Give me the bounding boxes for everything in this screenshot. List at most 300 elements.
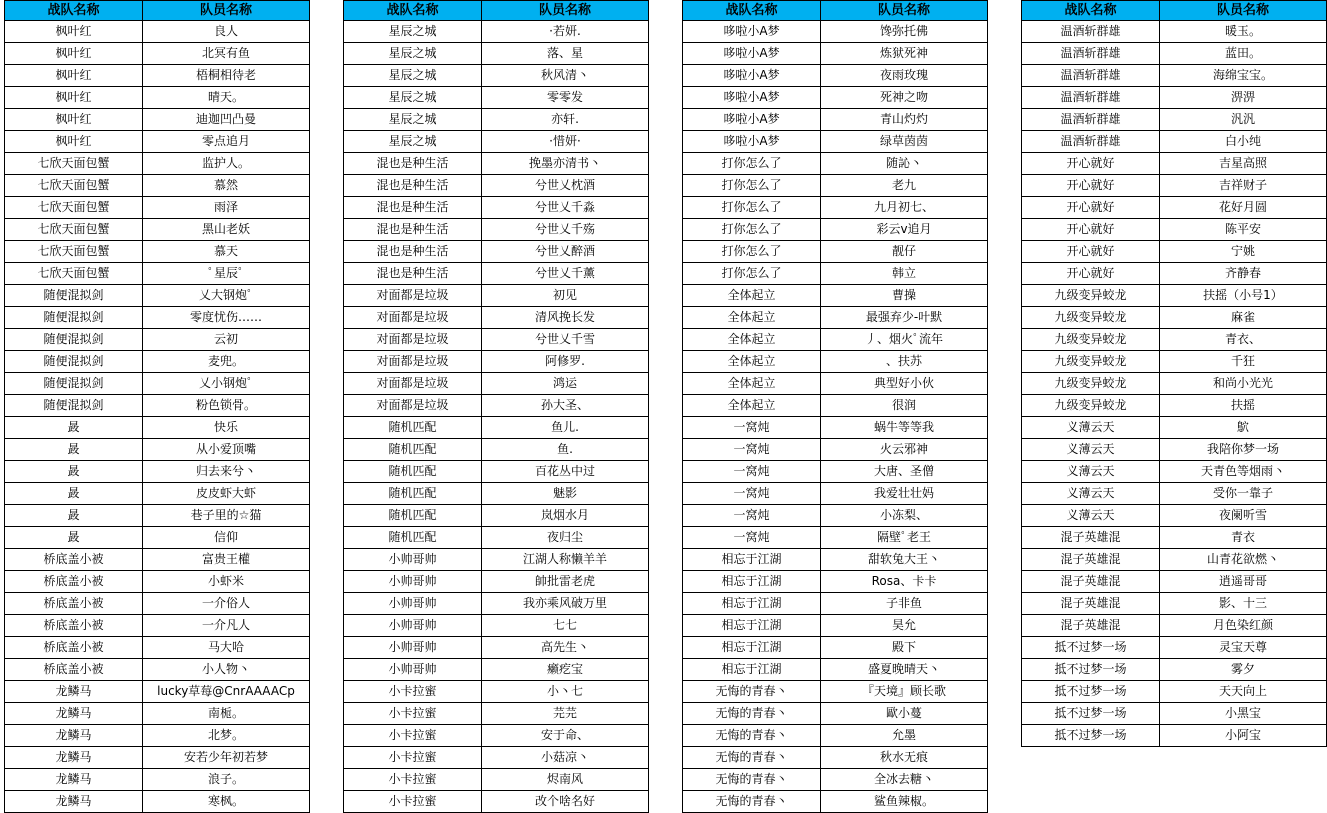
cell-team-name: 小帅哥帅 xyxy=(344,549,482,571)
cell-player-name: 北梦。 xyxy=(143,725,310,747)
table-row[interactable] xyxy=(344,791,649,813)
table-row[interactable] xyxy=(683,505,988,527)
table-row[interactable] xyxy=(1022,131,1327,153)
cell-player-name: 晴天。 xyxy=(143,87,310,109)
table-row[interactable] xyxy=(344,395,649,417)
cell-team-name: 打你怎么了 xyxy=(683,175,821,197)
cell-player-name: 清风挽长发 xyxy=(482,307,649,329)
table-row[interactable] xyxy=(683,219,988,241)
table-row[interactable] xyxy=(5,747,310,769)
table-row[interactable] xyxy=(5,241,310,263)
table-row[interactable] xyxy=(344,263,649,285)
table-row[interactable] xyxy=(683,593,988,615)
cell-player-name: 兮世乂千雪 xyxy=(482,329,649,351)
cell-team-name: 混子英雄混 xyxy=(1022,549,1160,571)
table-row[interactable] xyxy=(344,131,649,153)
cell-team-name: 随机匹配 xyxy=(344,417,482,439)
cell-team-name: 随机匹配 xyxy=(344,439,482,461)
cell-player-name: 天天向上 xyxy=(1160,681,1327,703)
cell-team-name: 无悔的青春丶 xyxy=(683,725,821,747)
cell-player-name: 彩云v追月 xyxy=(821,219,988,241)
table-row[interactable] xyxy=(344,659,649,681)
cell-team-name: 桥底盖小被 xyxy=(5,615,143,637)
table-row[interactable] xyxy=(5,791,310,813)
table-row[interactable] xyxy=(1022,527,1327,549)
table-row[interactable] xyxy=(5,703,310,725)
cell-team-name: 打你怎么了 xyxy=(683,263,821,285)
table-row[interactable] xyxy=(1022,351,1327,373)
table-row[interactable] xyxy=(5,571,310,593)
table-row[interactable] xyxy=(683,241,988,263)
table-row[interactable] xyxy=(683,417,988,439)
table-row[interactable] xyxy=(5,43,310,65)
cell-team-name: 晸 xyxy=(5,417,143,439)
cell-player-name: 馋弥托佛 xyxy=(821,21,988,43)
cell-team-name: 龙鳞马 xyxy=(5,725,143,747)
cell-team-name: 七欣天面包蟹 xyxy=(5,175,143,197)
table-row[interactable] xyxy=(5,109,310,131)
cell-team-name: 抵不过梦一场 xyxy=(1022,703,1160,725)
table-row[interactable] xyxy=(683,637,988,659)
cell-player-name: lucky草莓@CnrAAAACp xyxy=(143,681,310,703)
table-row[interactable] xyxy=(683,483,988,505)
cell-player-name: 丿、烟火ﾟ流年 xyxy=(821,329,988,351)
cell-player-name: 鱼. xyxy=(482,439,649,461)
roster-table-4 xyxy=(1021,0,1327,747)
table-row[interactable] xyxy=(5,505,310,527)
table-row[interactable] xyxy=(344,219,649,241)
table-row[interactable] xyxy=(344,615,649,637)
cell-team-name: 随便混拟剑 xyxy=(5,395,143,417)
cell-player-name: 死神之吻 xyxy=(821,87,988,109)
cell-team-name: 相忘于江湖 xyxy=(683,637,821,659)
cell-team-name: 晸 xyxy=(5,483,143,505)
roster-table-block-3 xyxy=(682,0,988,813)
cell-player-name: 浪子。 xyxy=(143,769,310,791)
cell-team-name: 哆啦小A梦 xyxy=(683,21,821,43)
table-row[interactable] xyxy=(5,197,310,219)
table-row[interactable] xyxy=(683,131,988,153)
cell-team-name: 枫叶红 xyxy=(5,87,143,109)
roster-table-2 xyxy=(343,0,649,813)
cell-player-name: 随訫丶 xyxy=(821,153,988,175)
cell-player-name: 蜗牛等等我 xyxy=(821,417,988,439)
table-row[interactable] xyxy=(1022,175,1327,197)
table-row[interactable] xyxy=(683,285,988,307)
table-row[interactable] xyxy=(1022,109,1327,131)
table-row[interactable] xyxy=(1022,505,1327,527)
table-row[interactable] xyxy=(5,483,310,505)
table-row[interactable] xyxy=(5,637,310,659)
cell-player-name: 我陪你梦一场 xyxy=(1160,439,1327,461)
cell-player-name: 吉星高照 xyxy=(1160,153,1327,175)
table-row[interactable] xyxy=(1022,439,1327,461)
table-row[interactable] xyxy=(1022,483,1327,505)
table-row[interactable] xyxy=(344,417,649,439)
table-row[interactable] xyxy=(1022,307,1327,329)
table-row[interactable] xyxy=(1022,263,1327,285)
cell-team-name: 混子英雄混 xyxy=(1022,527,1160,549)
table-row[interactable] xyxy=(1022,417,1327,439)
cell-player-name: 青衣、 xyxy=(1160,329,1327,351)
table-row[interactable] xyxy=(344,175,649,197)
table-row[interactable] xyxy=(344,461,649,483)
cell-team-name: 小卡拉蜜 xyxy=(344,681,482,703)
cell-player-name: 小阿宝 xyxy=(1160,725,1327,747)
table-row[interactable] xyxy=(1022,659,1327,681)
cell-team-name: 九级变异蛟龙 xyxy=(1022,329,1160,351)
table-row[interactable] xyxy=(683,747,988,769)
cell-player-name: 海绵宝宝。 xyxy=(1160,65,1327,87)
cell-team-name: 混也是种生活 xyxy=(344,153,482,175)
table-header-row xyxy=(5,1,310,21)
cell-player-name: 九月初七、 xyxy=(821,197,988,219)
cell-player-name: 鲨鱼辣椒。 xyxy=(821,791,988,813)
cell-team-name: 对面都是垃圾 xyxy=(344,285,482,307)
cell-player-name: 扶摇（小号1） xyxy=(1160,285,1327,307)
table-row[interactable] xyxy=(5,659,310,681)
table-row[interactable] xyxy=(1022,681,1327,703)
cell-team-name: 九级变异蛟龙 xyxy=(1022,373,1160,395)
table-row[interactable] xyxy=(1022,395,1327,417)
table-row[interactable] xyxy=(683,43,988,65)
table-row[interactable] xyxy=(1022,703,1327,725)
table-row[interactable] xyxy=(683,681,988,703)
cell-team-name: 无悔的青春丶 xyxy=(683,681,821,703)
table-header-row xyxy=(344,1,649,21)
table-row[interactable] xyxy=(344,439,649,461)
table-row[interactable] xyxy=(683,549,988,571)
table-row[interactable] xyxy=(344,329,649,351)
table-row[interactable] xyxy=(344,549,649,571)
table-row[interactable] xyxy=(1022,593,1327,615)
cell-team-name: 七欣天面包蟹 xyxy=(5,153,143,175)
table-row[interactable] xyxy=(5,395,310,417)
cell-team-name: 小帅哥帅 xyxy=(344,615,482,637)
table-row[interactable] xyxy=(683,307,988,329)
table-row[interactable] xyxy=(1022,219,1327,241)
cell-team-name: 一窝炖 xyxy=(683,417,821,439)
table-row[interactable] xyxy=(683,395,988,417)
cell-player-name: 兮世乂千殇 xyxy=(482,219,649,241)
cell-player-name: 芫芫 xyxy=(482,703,649,725)
cell-team-name: 枫叶红 xyxy=(5,43,143,65)
table-row[interactable] xyxy=(1022,571,1327,593)
table-row[interactable] xyxy=(5,21,310,43)
table-row[interactable] xyxy=(344,153,649,175)
table-row[interactable] xyxy=(5,175,310,197)
cell-team-name: 开心就好 xyxy=(1022,197,1160,219)
table-row[interactable] xyxy=(683,373,988,395)
table-row[interactable] xyxy=(683,703,988,725)
column-header-team: 战队名称 xyxy=(344,1,482,21)
cell-team-name: 随机匹配 xyxy=(344,527,482,549)
cell-team-name: 随便混拟剑 xyxy=(5,351,143,373)
table-row[interactable] xyxy=(683,329,988,351)
cell-player-name: 黑山老妖 xyxy=(143,219,310,241)
cell-team-name: 小帅哥帅 xyxy=(344,593,482,615)
cell-player-name: 韩立 xyxy=(821,263,988,285)
cell-player-name: 青衣 xyxy=(1160,527,1327,549)
cell-player-name: 从小爱顶嘴 xyxy=(143,439,310,461)
cell-player-name: 寒枫。 xyxy=(143,791,310,813)
cell-team-name: 混也是种生活 xyxy=(344,197,482,219)
cell-player-name: 落、星 xyxy=(482,43,649,65)
roster-table-block-2 xyxy=(343,0,649,813)
table-row[interactable] xyxy=(344,43,649,65)
table-row[interactable] xyxy=(344,109,649,131)
cell-team-name: 哆啦小A梦 xyxy=(683,43,821,65)
cell-team-name: 星辰之城 xyxy=(344,65,482,87)
cell-player-name: 江湖人称懒羊羊 xyxy=(482,549,649,571)
table-row[interactable] xyxy=(683,153,988,175)
cell-player-name: 殿下 xyxy=(821,637,988,659)
cell-player-name: 扶摇 xyxy=(1160,395,1327,417)
table-row[interactable] xyxy=(5,681,310,703)
cell-player-name: 淠淠 xyxy=(1160,87,1327,109)
table-body-1 xyxy=(5,21,310,813)
table-row[interactable] xyxy=(344,307,649,329)
cell-team-name: 哆啦小A梦 xyxy=(683,65,821,87)
table-row[interactable] xyxy=(683,769,988,791)
table-row[interactable] xyxy=(683,659,988,681)
table-row[interactable] xyxy=(344,197,649,219)
table-row[interactable] xyxy=(683,87,988,109)
table-row[interactable] xyxy=(344,527,649,549)
cell-team-name: 打你怎么了 xyxy=(683,219,821,241)
cell-team-name: 对面都是垃圾 xyxy=(344,329,482,351)
cell-team-name: 相忘于江湖 xyxy=(683,615,821,637)
cell-player-name: 小黑宝 xyxy=(1160,703,1327,725)
table-row[interactable] xyxy=(344,593,649,615)
table-row[interactable] xyxy=(5,593,310,615)
column-header-player: 队员名称 xyxy=(143,1,310,21)
cell-team-name: 随机匹配 xyxy=(344,461,482,483)
table-row[interactable] xyxy=(5,439,310,461)
table-row[interactable] xyxy=(1022,615,1327,637)
table-row[interactable] xyxy=(344,285,649,307)
cell-player-name: 我爱壮壮妈 xyxy=(821,483,988,505)
cell-team-name: 晸 xyxy=(5,439,143,461)
cell-team-name: 龙鳞马 xyxy=(5,747,143,769)
cell-team-name: 一窝炖 xyxy=(683,527,821,549)
table-row[interactable] xyxy=(683,439,988,461)
table-row[interactable] xyxy=(5,351,310,373)
cell-player-name: 零零发 xyxy=(482,87,649,109)
column-header-team: 战队名称 xyxy=(1022,1,1160,21)
table-row[interactable] xyxy=(5,329,310,351)
table-row[interactable] xyxy=(344,351,649,373)
cell-team-name: 桥底盖小被 xyxy=(5,549,143,571)
cell-team-name: 枫叶红 xyxy=(5,131,143,153)
cell-player-name: 很润 xyxy=(821,395,988,417)
table-row[interactable] xyxy=(344,87,649,109)
table-row[interactable] xyxy=(683,725,988,747)
cell-team-name: 桥底盖小被 xyxy=(5,637,143,659)
cell-player-name: 北冥有鱼 xyxy=(143,43,310,65)
cell-team-name: 随便混拟剑 xyxy=(5,373,143,395)
table-row[interactable] xyxy=(344,21,649,43)
table-row[interactable] xyxy=(5,725,310,747)
cell-player-name: 老九 xyxy=(821,175,988,197)
cell-team-name: 打你怎么了 xyxy=(683,241,821,263)
cell-player-name: ﾟ星辰ﾟ xyxy=(143,263,310,285)
cell-team-name: 混也是种生活 xyxy=(344,219,482,241)
cell-team-name: 义薄云天 xyxy=(1022,417,1160,439)
cell-team-name: 混子英雄混 xyxy=(1022,593,1160,615)
table-row[interactable] xyxy=(5,285,310,307)
table-row[interactable] xyxy=(1022,65,1327,87)
table-row[interactable] xyxy=(344,241,649,263)
table-row[interactable] xyxy=(5,307,310,329)
table-row[interactable] xyxy=(5,263,310,285)
cell-team-name: 一窝炖 xyxy=(683,461,821,483)
cell-team-name: 随机匹配 xyxy=(344,483,482,505)
cell-team-name: 温酒斩群雄 xyxy=(1022,21,1160,43)
cell-team-name: 抵不过梦一场 xyxy=(1022,681,1160,703)
cell-team-name: 七欣天面包蟹 xyxy=(5,197,143,219)
cell-player-name: 我亦乘风破万里 xyxy=(482,593,649,615)
table-row[interactable] xyxy=(1022,87,1327,109)
table-row[interactable] xyxy=(683,571,988,593)
cell-player-name: 影、十三 xyxy=(1160,593,1327,615)
cell-player-name: 子非鱼 xyxy=(821,593,988,615)
column-header-player: 队员名称 xyxy=(821,1,988,21)
cell-team-name: 无悔的青春丶 xyxy=(683,747,821,769)
table-row[interactable] xyxy=(5,461,310,483)
table-row[interactable] xyxy=(1022,241,1327,263)
table-row[interactable] xyxy=(683,21,988,43)
cell-player-name: 阿修罗. xyxy=(482,351,649,373)
cell-team-name: 星辰之城 xyxy=(344,43,482,65)
cell-player-name: 歐小蔓 xyxy=(821,703,988,725)
cell-player-name: 鸿运 xyxy=(482,373,649,395)
table-row[interactable] xyxy=(5,769,310,791)
table-row[interactable] xyxy=(1022,725,1327,747)
cell-team-name: 龙鳞马 xyxy=(5,703,143,725)
cell-team-name: 九级变异蛟龙 xyxy=(1022,395,1160,417)
column-header-player: 队员名称 xyxy=(1160,1,1327,21)
table-row[interactable] xyxy=(683,527,988,549)
table-row[interactable] xyxy=(344,681,649,703)
cell-team-name: 混子英雄混 xyxy=(1022,571,1160,593)
table-row[interactable] xyxy=(683,65,988,87)
cell-player-name: 『天境』顾长歌 xyxy=(821,681,988,703)
cell-player-name: 良人 xyxy=(143,21,310,43)
table-header-row xyxy=(1022,1,1327,21)
table-row[interactable] xyxy=(344,769,649,791)
table-row[interactable] xyxy=(344,505,649,527)
table-row[interactable] xyxy=(1022,21,1327,43)
cell-team-name: 小帅哥帅 xyxy=(344,571,482,593)
table-row[interactable] xyxy=(344,65,649,87)
table-row[interactable] xyxy=(1022,285,1327,307)
table-row[interactable] xyxy=(5,153,310,175)
cell-player-name: 迪迦凹凸曼 xyxy=(143,109,310,131)
table-body-2 xyxy=(344,21,649,813)
table-row[interactable] xyxy=(1022,549,1327,571)
cell-player-name: 监护人。 xyxy=(143,153,310,175)
cell-team-name: 晸 xyxy=(5,461,143,483)
table-row[interactable] xyxy=(5,373,310,395)
table-row[interactable] xyxy=(5,65,310,87)
table-row[interactable] xyxy=(683,351,988,373)
table-row[interactable] xyxy=(683,197,988,219)
cell-team-name: 桥底盖小被 xyxy=(5,571,143,593)
table-row[interactable] xyxy=(1022,329,1327,351)
cell-player-name: 零度忧伤…… xyxy=(143,307,310,329)
table-row[interactable] xyxy=(5,87,310,109)
cell-team-name: 枫叶红 xyxy=(5,109,143,131)
table-row[interactable] xyxy=(683,263,988,285)
cell-team-name: 义薄云天 xyxy=(1022,439,1160,461)
table-row[interactable] xyxy=(5,549,310,571)
table-row[interactable] xyxy=(683,109,988,131)
cell-team-name: 开心就好 xyxy=(1022,241,1160,263)
cell-team-name: 相忘于江湖 xyxy=(683,593,821,615)
cell-team-name: 小卡拉蜜 xyxy=(344,703,482,725)
roster-table-1 xyxy=(4,0,310,813)
cell-team-name: 相忘于江湖 xyxy=(683,659,821,681)
table-row[interactable] xyxy=(344,637,649,659)
table-row[interactable] xyxy=(5,131,310,153)
table-row[interactable] xyxy=(5,615,310,637)
cell-player-name: 皮皮虾大虾 xyxy=(143,483,310,505)
table-row[interactable] xyxy=(344,373,649,395)
cell-player-name: 齐静春 xyxy=(1160,263,1327,285)
cell-team-name: 桥底盖小被 xyxy=(5,659,143,681)
cell-player-name: 七七 xyxy=(482,615,649,637)
cell-player-name: 山青花欲燃丶 xyxy=(1160,549,1327,571)
cell-player-name: 蓝田。 xyxy=(1160,43,1327,65)
table-row[interactable] xyxy=(5,219,310,241)
table-row[interactable] xyxy=(344,571,649,593)
cell-player-name: 全冰去糖丶 xyxy=(821,769,988,791)
table-row[interactable] xyxy=(1022,197,1327,219)
table-row[interactable] xyxy=(683,175,988,197)
cell-player-name: 百花丛中过 xyxy=(482,461,649,483)
cell-player-name: 吉祥财子 xyxy=(1160,175,1327,197)
table-row[interactable] xyxy=(5,527,310,549)
cell-player-name: 兮世乂千淼 xyxy=(482,197,649,219)
cell-team-name: 七欣天面包蟹 xyxy=(5,219,143,241)
table-row[interactable] xyxy=(344,747,649,769)
cell-player-name: 小虾米 xyxy=(143,571,310,593)
table-row[interactable] xyxy=(1022,461,1327,483)
cell-player-name: 绿草茵茵 xyxy=(821,131,988,153)
table-row[interactable] xyxy=(1022,373,1327,395)
cell-team-name: 九级变异蛟龙 xyxy=(1022,307,1160,329)
table-row[interactable] xyxy=(683,791,988,813)
cell-player-name: 陈平安 xyxy=(1160,219,1327,241)
table-row[interactable] xyxy=(1022,153,1327,175)
cell-team-name: 义薄云天 xyxy=(1022,505,1160,527)
table-row[interactable] xyxy=(1022,637,1327,659)
cell-player-name: 逍遥哥哥 xyxy=(1160,571,1327,593)
table-row[interactable] xyxy=(344,483,649,505)
cell-team-name: 混也是种生活 xyxy=(344,241,482,263)
table-row[interactable] xyxy=(683,615,988,637)
cell-player-name: 靓仔 xyxy=(821,241,988,263)
table-row[interactable] xyxy=(344,725,649,747)
table-row[interactable] xyxy=(5,417,310,439)
table-row[interactable] xyxy=(344,703,649,725)
cell-team-name: 小帅哥帅 xyxy=(344,637,482,659)
cell-player-name: 魅影 xyxy=(482,483,649,505)
table-row[interactable] xyxy=(1022,43,1327,65)
cell-team-name: 混也是种生活 xyxy=(344,263,482,285)
table-row[interactable] xyxy=(683,461,988,483)
